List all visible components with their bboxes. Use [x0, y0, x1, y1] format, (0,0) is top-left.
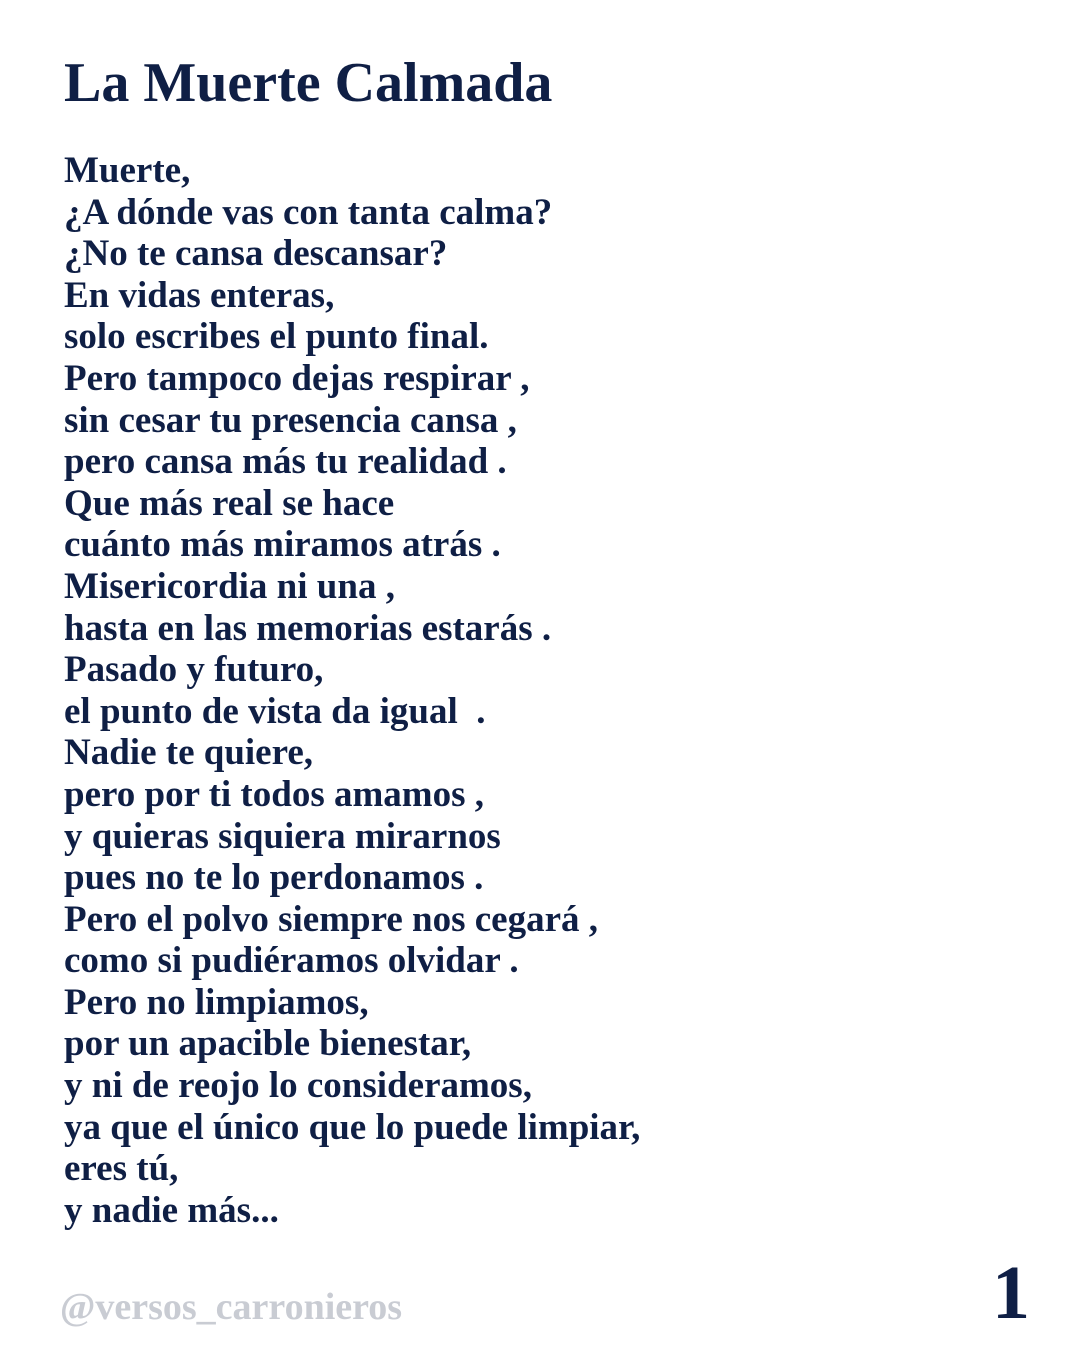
- poem-title: La Muerte Calmada: [64, 52, 553, 114]
- poem-line: y quieras siquiera mirarnos: [64, 815, 501, 857]
- poem-line: ¿A dónde vas con tanta calma?: [64, 191, 553, 233]
- poem-line: como si pudiéramos olvidar .: [64, 940, 519, 982]
- poem-line: Misericordia ni una ,: [64, 565, 395, 607]
- poem-line: Pero el polvo siempre nos cegará ,: [64, 898, 599, 940]
- poem-line: por un apacible bienestar,: [64, 1023, 472, 1065]
- poem-line: ya que el único que lo puede limpiar,: [64, 1106, 641, 1148]
- poem-line: cuánto más miramos atrás .: [64, 524, 501, 566]
- poem-line: el punto de vista da igual .: [64, 690, 486, 732]
- poem-line: Muerte,: [64, 150, 191, 191]
- poem-body: [64, 150, 640, 1231]
- poem-line: pero cansa más tu realidad .: [64, 441, 507, 483]
- poem-line: Que más real se hace: [64, 482, 395, 524]
- poem-line: sin cesar tu presencia cansa ,: [64, 399, 517, 441]
- poem-line: Pasado y futuro,: [64, 649, 324, 691]
- poem-line: solo escribes el punto final.: [64, 316, 489, 358]
- poem-line: ¿No te cansa descansar?: [64, 233, 448, 275]
- poem-line: En vidas enteras,: [64, 274, 335, 316]
- poem-line: Pero no limpiamos,: [64, 981, 369, 1023]
- author-handle: @versos_carronieros: [60, 1286, 403, 1328]
- page-number: 1: [992, 1251, 1030, 1335]
- poem-line: y ni de reojo lo consideramos,: [64, 1065, 532, 1107]
- poem-line: pero por ti todos amamos ,: [64, 773, 485, 815]
- poem-line: hasta en las memorias estarás .: [64, 607, 552, 649]
- poem-line: pues no te lo perdonamos .: [64, 857, 484, 899]
- poem-line: eres tú,: [64, 1148, 179, 1190]
- poem-line: y nadie más...: [64, 1189, 279, 1231]
- poem-line: Nadie te quiere,: [64, 732, 314, 774]
- poem-line: Pero tampoco dejas respirar ,: [64, 357, 530, 399]
